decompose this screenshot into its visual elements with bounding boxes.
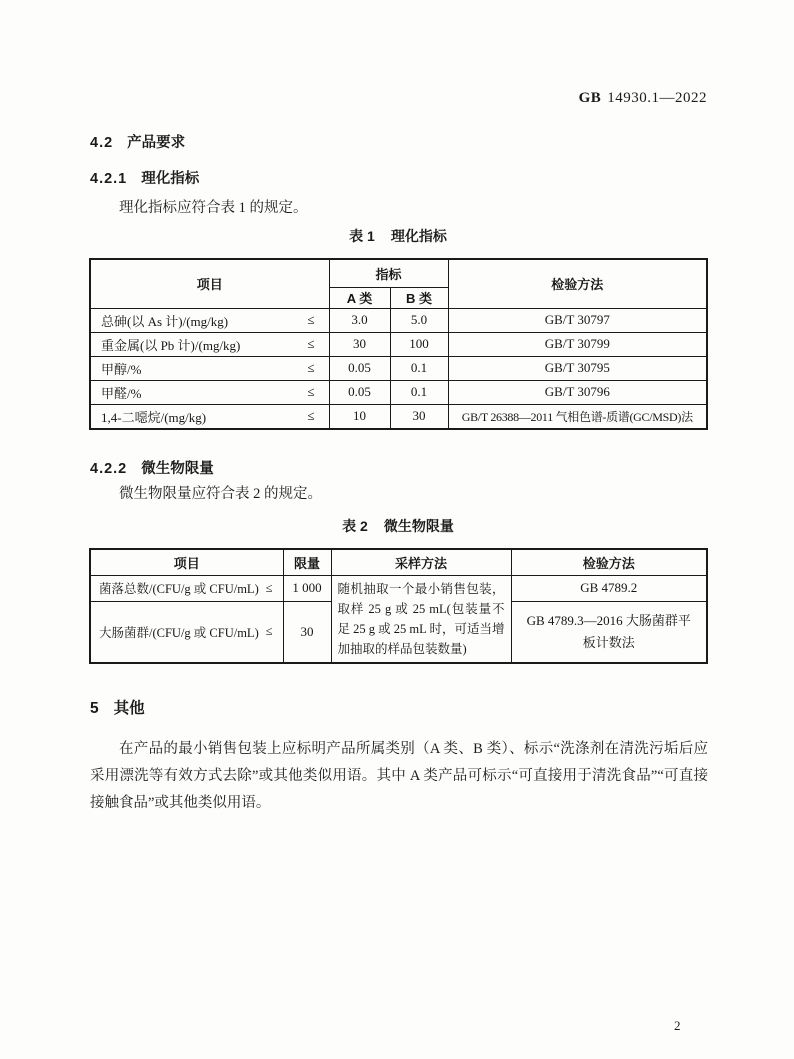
section-4-2-2-text: 微生物限量应符合表 2 的规定。 bbox=[119, 486, 322, 502]
table-row bbox=[90, 356, 707, 380]
le-symbol: ≤ bbox=[265, 624, 273, 639]
table1-caption bbox=[90, 226, 706, 246]
item-name: 1,4-二噁烷/(mg/kg) bbox=[101, 409, 207, 425]
table1-col-method: 检验方法 bbox=[448, 259, 707, 308]
table-row bbox=[90, 575, 707, 601]
section-title: 微生物限量 bbox=[141, 461, 214, 477]
table1-col-indicator: 指标 bbox=[329, 259, 448, 287]
le-symbol: ≤ bbox=[307, 360, 315, 375]
table2-col-item: 项目 bbox=[90, 549, 283, 575]
test-method: GB/T 30796 bbox=[448, 380, 707, 404]
table-row bbox=[90, 308, 707, 332]
le-symbol: ≤ bbox=[307, 408, 315, 424]
standard-code: 14930.1—2022 bbox=[607, 90, 707, 106]
item-name: 甲醛/% bbox=[101, 385, 142, 401]
section-title: 理化指标 bbox=[141, 171, 200, 187]
table2-col-sampling: 采样方法 bbox=[331, 549, 511, 575]
limit-value: 1 000 bbox=[283, 575, 331, 601]
table2-microbial bbox=[89, 548, 708, 664]
value-class-a: 0.05 bbox=[329, 380, 390, 404]
section-number: 4.2.2 bbox=[90, 461, 128, 477]
le-symbol: ≤ bbox=[265, 580, 273, 595]
value-class-a: 0.05 bbox=[329, 356, 390, 380]
table-row bbox=[90, 380, 707, 404]
item-name: 大肠菌群/(CFU/g 或 CFU/mL) bbox=[99, 625, 259, 640]
value-class-b: 100 bbox=[390, 332, 448, 356]
standard-prefix: GB bbox=[578, 90, 602, 106]
table2-col-limit: 限量 bbox=[283, 549, 331, 575]
value-class-a: 3.0 bbox=[329, 308, 390, 332]
page-number: 2 bbox=[674, 1018, 681, 1033]
test-method: GB/T 26388—2011 气相色谱-质谱(GC/MSD)法 bbox=[448, 404, 707, 429]
standard-number-header bbox=[579, 90, 707, 107]
value-class-b: 5.0 bbox=[390, 308, 448, 332]
section-5-text: 在产品的最小销售包装上应标明产品所属类别（A 类、B 类）、标示“洗涤剂在清洗污垢后应采用漂洗等有效方式去除”或其他类似用语。其中 A 类产品可标示“可直接用于清洗食品”“可直接接触食品”或其他类似用语。 bbox=[90, 741, 708, 811]
item-name: 甲醇/% bbox=[101, 361, 142, 377]
le-symbol: ≤ bbox=[307, 312, 315, 327]
table2-caption bbox=[90, 516, 706, 536]
table1-physicochemical bbox=[89, 258, 708, 430]
table1-col-item: 项目 bbox=[90, 259, 329, 308]
section-number: 5 bbox=[90, 700, 100, 717]
limit-value: 30 bbox=[283, 601, 331, 662]
section-4-2-2-heading bbox=[90, 457, 214, 478]
section-5-heading bbox=[90, 696, 145, 718]
table1-col-class-a: A 类 bbox=[329, 287, 390, 308]
value-class-b: 0.1 bbox=[390, 380, 448, 404]
item-name: 重金属(以 Pb 计)/(mg/kg) bbox=[101, 337, 241, 353]
sampling-method: 随机抽取一个最小销售包装，取样 25 g 或 25 mL(包装量不足 25 g 或 25 mL 时，可适当增加抽取的样品包装数量) bbox=[331, 575, 511, 663]
value-class-b: 30 bbox=[390, 404, 448, 429]
le-symbol: ≤ bbox=[307, 336, 315, 351]
test-method: GB/T 30799 bbox=[448, 332, 707, 356]
table2-caption-label: 表 2 bbox=[342, 518, 368, 534]
section-number: 4.2 bbox=[90, 135, 114, 151]
le-symbol: ≤ bbox=[307, 384, 315, 399]
value-class-a: 10 bbox=[329, 404, 390, 429]
section-title: 产品要求 bbox=[127, 135, 186, 151]
section-4-2-1-text: 理化指标应符合表 1 的规定。 bbox=[119, 200, 308, 216]
value-class-a: 30 bbox=[329, 332, 390, 356]
test-method: GB/T 30795 bbox=[448, 356, 707, 380]
test-method: GB 4789.3—2016 大肠菌群平板计数法 bbox=[511, 601, 707, 662]
item-name: 总砷(以 As 计)/(mg/kg) bbox=[101, 313, 229, 329]
table-row bbox=[90, 332, 707, 356]
section-4-2-heading bbox=[90, 131, 185, 152]
section-number: 4.2.1 bbox=[90, 171, 128, 187]
test-method: GB 4789.2 bbox=[511, 575, 707, 601]
table1-caption-label: 表 1 bbox=[349, 228, 375, 244]
test-method: GB/T 30797 bbox=[448, 308, 707, 332]
table-row bbox=[90, 404, 707, 429]
value-class-b: 0.1 bbox=[390, 356, 448, 380]
table2-caption-title: 微生物限量 bbox=[383, 518, 454, 534]
table2-col-method: 检验方法 bbox=[511, 549, 707, 575]
item-name: 菌落总数/(CFU/g 或 CFU/mL) bbox=[99, 582, 259, 597]
section-title: 其他 bbox=[113, 700, 145, 717]
section-4-2-1-heading bbox=[90, 167, 199, 188]
table1-col-class-b: B 类 bbox=[390, 287, 448, 308]
table1-caption-title: 理化指标 bbox=[390, 228, 447, 244]
